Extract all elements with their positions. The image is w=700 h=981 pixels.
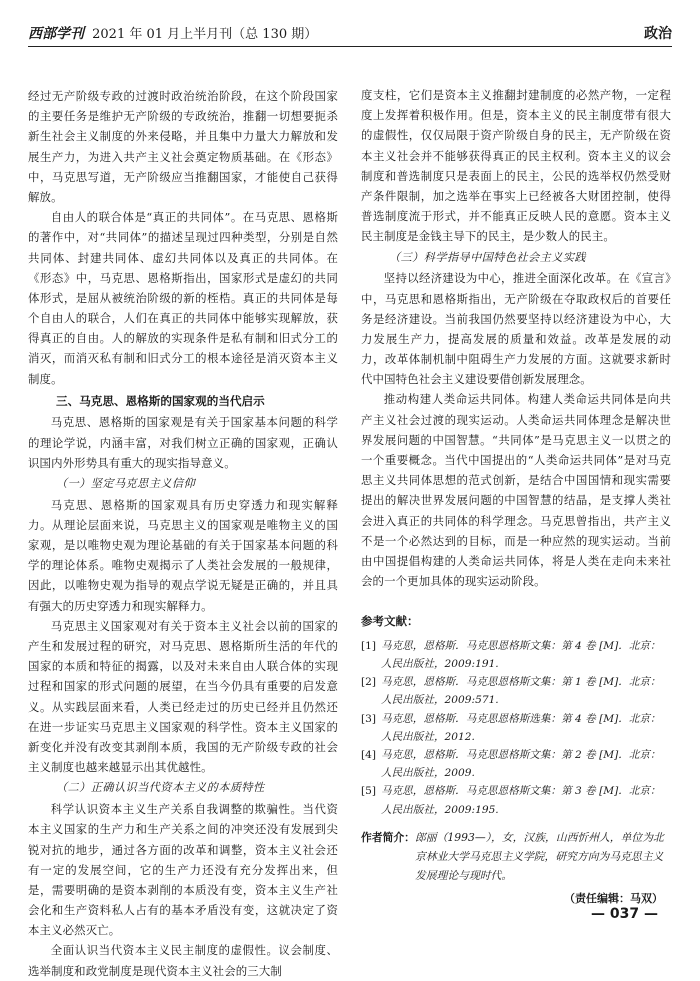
- reference-number: [2]: [361, 676, 377, 689]
- editor-credit: （责任编辑：马双）: [564, 891, 663, 905]
- body-paragraph: 经过无产阶级专政的过渡时政治统治阶段，在这个阶段国家的主要任务是维护无产阶级的专政统治，推翻一切想要扼杀新生社会主义制度的外来侵略，并且集中力量大力解放和发展生产力，为进入共产主义社会奠定物质基础。在《形态》中，马克思写道，无产阶级应当推翻国家，才能使自己获得解放。: [28, 89, 338, 204]
- reference-item: [361, 782, 671, 818]
- body-paragraph: 自由人的联合体是“真正的共同体”。在马克思、恩格斯的著作中，对“共同体”的描述呈现过四种类型，分别是自然共同体、封建共同体、虚幻共同体以及真正的共同体。在《形态》中，马克思、恩格斯指出，国家形式是虚幻的共同体形式，是屈从被统治阶级的新的桎梏。真正的共同体是每个自由人的联合，人们在真正的共同体中能够实现解放，获得真正的自由。人的解放的实现条件是私有制和旧式分工的消灭，而消灭私有制和旧式分工的根本途径是消灭资本主义制度。: [28, 210, 338, 386]
- body-paragraph: 推动构建人类命运共同体。构建人类命运共同体是向共产主义社会过渡的现实运动。人类命运共同体理念是解决世界发展问题的中国智慧。“共同体”是马克思主义一以贯之的一个重要概念。当代中国提出的“人类命运共同体”是对马克思主义共同体思想的范式创新，是结合中国国情和现实需要提出的解决世界发展问题的中国智慧的结晶，是支撑人类社会进入真正的共同体的科学理念。马克思曾指出，共产主义不是一个必然达到的目标，而是一种应然的现实运动。当前由中国提倡构建的人类命运共同体，将是人类在走向未来社会的一个更加具体的现实运动阶段。: [361, 392, 671, 589]
- right-column: [361, 85, 671, 908]
- author-label: 作者简介：: [361, 830, 415, 844]
- journal-info: [28, 23, 317, 43]
- body-paragraph: 马克思、恩格斯的国家观是有关于国家基本问题的科学的理论学说，内涵丰富，对我们树立正确的国家观，正确认识国内外形势具有重大的现实指导意义。: [28, 415, 338, 470]
- references-title: 参考文献：: [361, 614, 419, 629]
- page-number: — 037 —: [591, 906, 658, 922]
- subsection-heading: （三）科学指导中国特色社会主义实践: [389, 250, 586, 264]
- references-list: [361, 637, 671, 819]
- reference-text: 马克思，恩格斯．马克思恩格斯文集：第 1 卷 [M]．北京：人民出版社，2009:571.: [381, 676, 661, 707]
- body-paragraph: 科学认识资本主义生产关系自我调整的欺骗性。当代资本主义国家的生产力和生产关系之间的冲突还没有发展到尖锐对抗的地步，通过各方面的改革和调整，资本主义社会还有一定的发展空间，它的生产力还没有充分发挥出来，但是，需要明确的是资本剥削的本质没有变，资本主义生产社会化和生产资料私人占有的基本矛盾没有变，这就决定了资本主义必然灭亡。: [28, 802, 338, 938]
- left-column: [28, 86, 338, 981]
- subsection-heading: （二）正确认识当代资本主义的本质特性: [56, 781, 265, 795]
- reference-text: 马克思，恩格斯．马克思恩格斯文集：第 3 卷 [M]．北京：人民出版社，2009:195.: [381, 785, 661, 816]
- reference-number: [5]: [361, 785, 377, 798]
- reference-text: 马克思，恩格斯．马克思恩格斯文集：第 2 卷 [M]．北京：人民出版社，2009.: [381, 748, 661, 780]
- right-column-body: [361, 85, 671, 591]
- reference-item: [361, 710, 671, 746]
- body-paragraph: 坚持以经济建设为中心，推进全面深化改革。在《宣言》中，马克思和恩格斯指出，无产阶级在夺取政权后的首要任务是经济建设。当前我国仍然要坚持以经济建设为中心，大力发展生产力，提高发展的质量和效益。改革是发展的动力，改革体制机制中阻碍生产力发展的方面。这就要求新时代中国特色社会主义建设要借创新发展理念。: [361, 271, 671, 387]
- section-label: 政治: [644, 26, 672, 42]
- reference-text: 马克思，恩格斯．马克思恩格斯文集：第 4 卷 [M]．北京：人民出版社，2009:191.: [381, 639, 661, 670]
- reference-text: 马克思，恩格斯．马克思恩格斯选集：第 4 卷 [M]．北京：人民出版社，2012.: [381, 712, 661, 743]
- subsection-heading: （一）坚定马克思主义信仰: [56, 476, 196, 490]
- page-header: [28, 20, 672, 47]
- body-paragraph: 马克思主义国家观对有关于资本主义社会以前的国家的产生和发展过程的研究，对马克思、恩格斯所生活的年代的国家的本质和特征的揭露，以及对未来自由人联合体的实现过程和国家的形式问题的展望，在当今仍具有重要的启发意义。从实践层面来看，人类已经走过的历史已经并且仍然还在进一步证实马克思主义国家观的科学性。资本主义国家的新变化并没有改变其剥削本质，我国的无产阶级专政的社会主义制度也越来越显示出其优越性。: [28, 618, 338, 775]
- section-heading: 三、马克思、恩格斯的国家观的当代启示: [56, 393, 265, 408]
- reference-item: [361, 746, 671, 782]
- body-paragraph: 度支柱，它们是资本主义推翻封建制度的必然产物，一定程度上发挥着积极作用。但是，资本主义的民主制度带有很大的虚假性，仅仅局限于资产阶级自身的民主，无产阶级在资本主义社会并不能够获得真正的民主权利。资本主义的议会制度和普选制度只是表面上的民主，公民的选举权仍然受财产条件限制，加之选举在事实上已经被各大财团控制，使得普选制度流于形式，并不能真正反映人民的意愿。资本主义民主制度是金钱主导下的民主，是少数人的民主。: [361, 88, 671, 244]
- reference-item: [361, 637, 671, 673]
- reference-number: [1]: [361, 639, 377, 652]
- author-text: 郎丽（1993—），女，汉族，山西忻州人，单位为北京林业大学马克思主义学院，研究方向为马克思主义发展理论与现时代。: [414, 830, 664, 882]
- reference-number: [4]: [361, 748, 377, 761]
- reference-number: [3]: [361, 712, 377, 725]
- body-paragraph: 全面认识当代资本主义民主制度的虚假性。议会制度、选举制度和政党制度是现代资本主义社会的三大制: [28, 943, 338, 978]
- reference-item: [361, 673, 671, 709]
- issue-info: 2021 年 01 月上半月刊（总 130 期）: [92, 27, 318, 42]
- journal-logo: 西部学刊: [28, 26, 84, 42]
- author-bio: [361, 829, 671, 886]
- body-paragraph: 马克思、恩格斯的国家观具有历史穿透力和现实解释力。从理论层面来说，马克思主义的国家观是唯物主义的国家观，是以唯物史观为理论基础的有关于国家基本问题的科学的理论体系。唯物史观揭示了人类社会发展的一般规律，因此，以唯物史观为指导的观点学说无疑是正确的，并且具有强大的历史穿透力和现实解释力。: [28, 497, 338, 613]
